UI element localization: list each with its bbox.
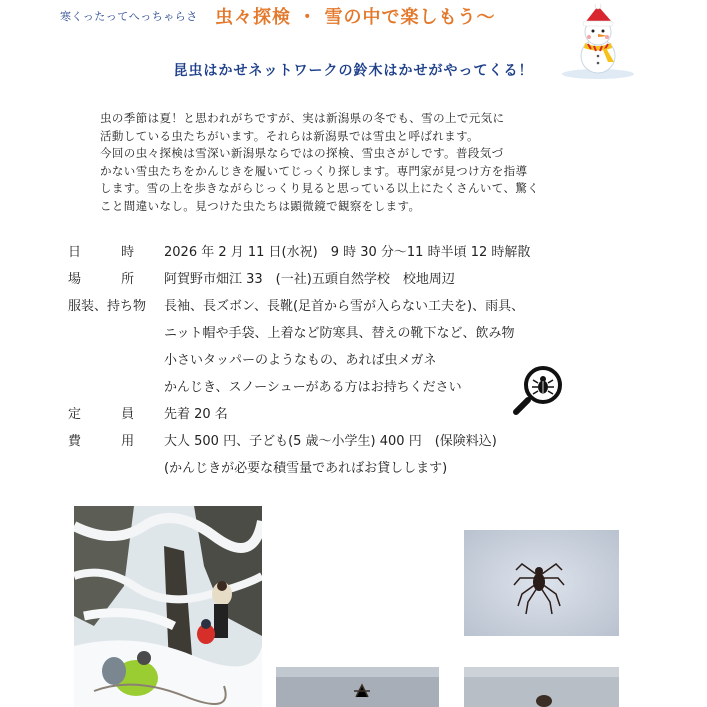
capacity-label: 定 員: [68, 407, 153, 422]
items-row-cont: [68, 322, 588, 349]
items-row: [68, 295, 588, 322]
tagline: 寒くったってへっちゃらさ: [60, 10, 198, 23]
photo-snow-forest: [74, 506, 262, 707]
subtitle: 昆虫はかせネットワークの鈴木はかせがやってくる！: [173, 63, 534, 79]
date-row: [68, 241, 588, 268]
intro-text: [100, 110, 585, 215]
date-value: 2026 年 2 月 11 日(水祝) 9 時 30 分〜11 時半頃 12 時解散: [164, 245, 531, 260]
capacity-value: 先着 20 名: [164, 407, 228, 422]
photo-spider-on-snow: [464, 530, 619, 636]
fee-note: (かんじきが必要な積雪量であればお貸しします): [164, 461, 448, 476]
place-label: 場 所: [68, 272, 153, 287]
items-line: 長袖、長ズボン、長靴(足首から雪が入らない工夫を)、雨具、: [164, 299, 525, 314]
magnifier-bug-icon: [512, 364, 564, 416]
intro-line: 虫の季節は夏！と思われがちですが、実は新潟県の冬でも、雪の上で元気に: [100, 111, 505, 125]
items-row-cont: [68, 376, 588, 403]
items-row-cont: [68, 349, 588, 376]
fee-row: [68, 430, 588, 457]
intro-line: します。雪の上を歩きながらじっくり見ると思っている以上にたくさんいて、驚く: [100, 181, 540, 195]
items-line: かんじき、スノーシューがある方はお持ちください: [164, 380, 462, 395]
intro-line: こと間違いなし。見つけた虫たちは顕微鏡で観察をします。: [100, 198, 421, 213]
items-line: ニット帽や手袋、上着など防寒具、替えの靴下など、飲み物: [164, 326, 515, 341]
intro-line: かない雪虫たちをかんじきを履いてじっくり探します。専門家が見つけ方を指導: [100, 163, 528, 178]
photo-snow-insect-1: [276, 667, 439, 707]
place-row: [68, 268, 588, 295]
items-line: 小さいタッパーのようなもの、あれば虫メガネ: [164, 353, 437, 368]
capacity-row: [68, 403, 588, 430]
event-info: [68, 241, 588, 484]
fee-label: 費 用: [68, 434, 153, 449]
intro-line: 活動している虫たちがいます。それらは新潟県では雪虫と呼ばれます。: [100, 128, 479, 143]
date-label: 日 時: [68, 245, 153, 260]
items-label: 服装、持ち物: [68, 299, 147, 314]
fee-value: 大人 500 円、子ども(5 歳〜小学生) 400 円 (保険料込): [164, 434, 497, 449]
place-value: 阿賀野市畑江 33 (一社)五頭自然学校 校地周辺: [164, 272, 455, 287]
photo-snow-insect-2: [464, 667, 619, 707]
fee-note-row: [68, 457, 588, 484]
page-title: 虫々探検 ・ 雪の中で楽しもう〜: [215, 7, 496, 28]
intro-line: 今回の虫々探検は雪深い新潟県ならではの探検、雪虫さがしです。普段気づ: [100, 146, 504, 160]
header: [0, 0, 707, 48]
